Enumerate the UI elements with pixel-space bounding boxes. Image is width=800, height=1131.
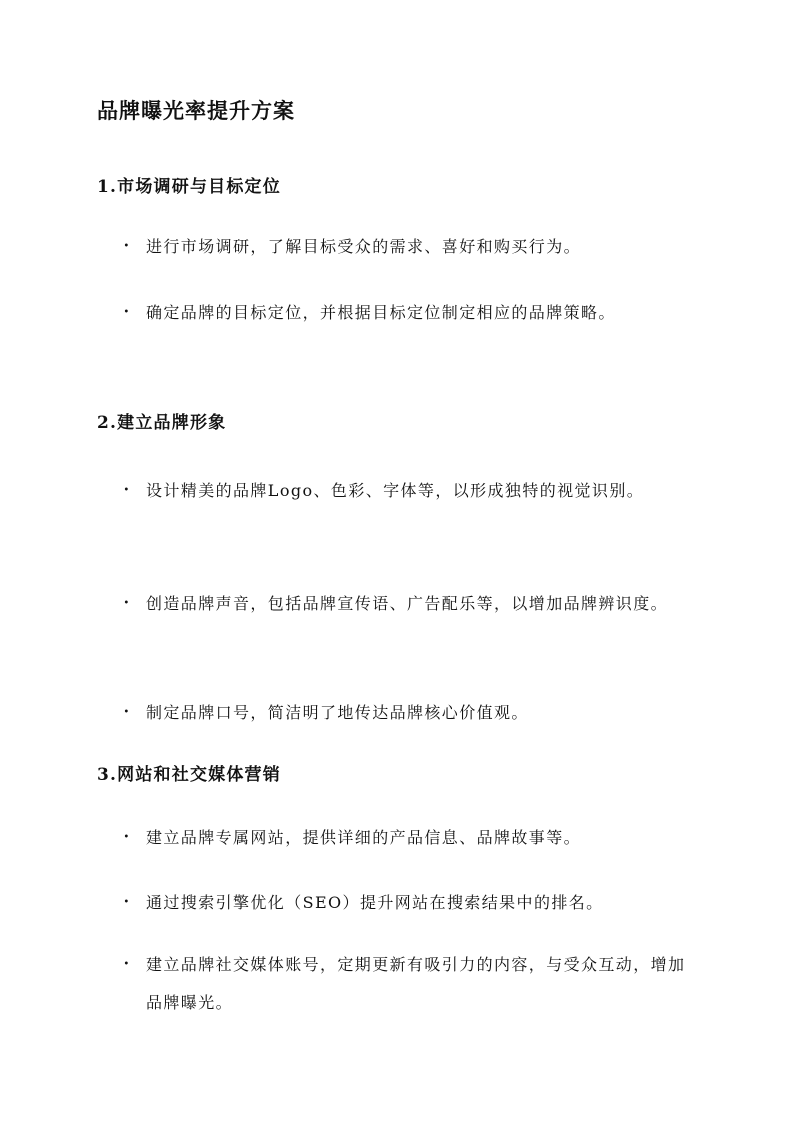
section-heading: 1.市场调研与目标定位 bbox=[97, 177, 281, 197]
bullet-icon: • bbox=[123, 598, 131, 609]
section-heading: 3.网站和社交媒体营销 bbox=[97, 765, 281, 785]
section-heading: 2.建立品牌形象 bbox=[97, 413, 227, 433]
bullet-icon: • bbox=[123, 307, 131, 318]
bullet-icon: • bbox=[123, 241, 131, 252]
list-item-text: 建立品牌专属网站，提供详细的产品信息、品牌故事等。 bbox=[146, 828, 582, 847]
list-item-text: 确定品牌的目标定位，并根据目标定位制定相应的品牌策略。 bbox=[146, 303, 616, 322]
list-item-text: 创造品牌声音，包括品牌宣传语、广告配乐等，以增加品牌辨识度。 bbox=[146, 594, 669, 613]
list-item-text: 制定品牌口号，简洁明了地传达品牌核心价值观。 bbox=[146, 703, 529, 722]
bullet-icon: • bbox=[123, 485, 131, 496]
list-item-text: 建立品牌社交媒体账号，定期更新有吸引力的内容，与受众互动，增加品牌曝光。 bbox=[146, 955, 686, 1012]
document-title: 品牌曝光率提升方案 bbox=[97, 98, 295, 123]
bullet-icon: • bbox=[123, 897, 131, 908]
bullet-icon: • bbox=[123, 959, 131, 970]
list-item-text: 进行市场调研，了解目标受众的需求、喜好和购买行为。 bbox=[146, 237, 582, 256]
bullet-icon: • bbox=[123, 707, 131, 718]
list-item-text: 设计精美的品牌Logo、色彩、字体等，以形成独特的视觉识别。 bbox=[146, 481, 645, 500]
list-item-text: 通过搜索引擎优化（SEO）提升网站在搜索结果中的排名。 bbox=[146, 893, 604, 912]
bullet-icon: • bbox=[123, 832, 131, 843]
